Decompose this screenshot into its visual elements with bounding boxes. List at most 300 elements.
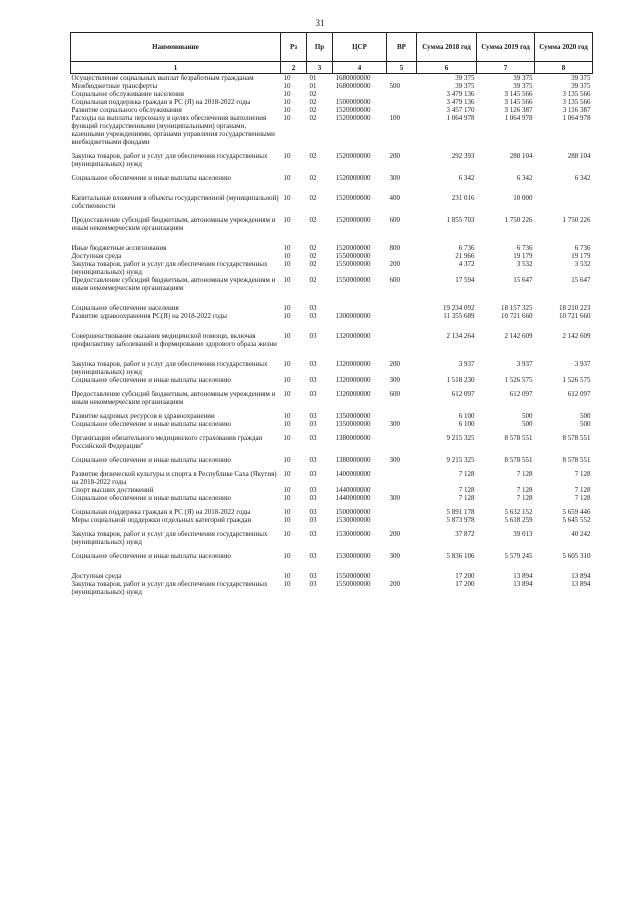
row-sum-2020: 1 526 575 xyxy=(562,376,591,384)
row-pr: 03 xyxy=(309,516,317,524)
row-vr: 300 xyxy=(389,174,400,182)
row-sum-2020: 3 116 387 xyxy=(562,106,591,114)
row-vr: 300 xyxy=(389,376,400,384)
row-sum-2020: 3 135 566 xyxy=(562,98,591,106)
row-rz: 10 xyxy=(283,216,291,224)
row-sum-2018: 1 855 703 xyxy=(446,216,475,224)
table-row xyxy=(71,502,593,516)
row-sum-2019: 15 647 xyxy=(513,276,533,284)
row-rz: 10 xyxy=(283,332,291,340)
table-row xyxy=(71,348,593,376)
row-vr: 300 xyxy=(389,456,400,464)
row-vr: 300 xyxy=(389,494,400,502)
row-name: Закупка товаров, работ и услуг для обеспечения государственных (муниципальных) нужд xyxy=(71,360,268,376)
row-sum-2018: 17 594 xyxy=(455,276,475,284)
row-rz: 10 xyxy=(283,572,291,580)
row-vr xyxy=(387,464,417,486)
row-sum-2018: 3 457 170 xyxy=(446,106,475,114)
table-row xyxy=(71,82,593,90)
row-rz: 10 xyxy=(283,114,291,122)
row-rz: 10 xyxy=(283,508,291,516)
row-sum-2020: 6 342 xyxy=(574,174,591,182)
page-number: 31 xyxy=(315,18,325,28)
row-csr: 1520000000 xyxy=(335,174,371,182)
row-csr: 1550000000 xyxy=(335,276,371,284)
row-sum-2020: 6 736 xyxy=(574,244,591,252)
row-rz: 10 xyxy=(283,552,291,560)
row-csr: 1380000000 xyxy=(335,434,371,442)
row-rz: 10 xyxy=(283,106,291,114)
row-sum-2020: 8 578 551 xyxy=(562,434,591,442)
table-row xyxy=(71,98,593,106)
column-number: 1 xyxy=(71,62,281,74)
row-csr: 1530000000 xyxy=(335,552,371,560)
row-sum-2020: 7 128 xyxy=(574,470,591,478)
row-sum-2018: 1 064 978 xyxy=(446,114,475,122)
row-pr: 03 xyxy=(309,376,317,384)
row-rz: 10 xyxy=(283,260,291,268)
row-name: Развитие социального обслуживания xyxy=(71,106,182,114)
row-sum-2020: 5 645 552 xyxy=(562,516,591,524)
row-name: Организация обязательного медицинского страхования граждан Российской Федерации" xyxy=(71,434,263,450)
row-pr: 02 xyxy=(309,114,317,122)
row-pr: 02 xyxy=(309,276,317,284)
table-row xyxy=(71,420,593,428)
row-vr: 600 xyxy=(389,216,400,224)
row-pr: 03 xyxy=(309,486,317,494)
row-pr: 02 xyxy=(309,106,317,114)
row-csr: 1530000000 xyxy=(335,530,371,538)
row-sum-2020: 500 xyxy=(580,412,591,420)
row-sum-2019: 3 145 566 xyxy=(504,98,533,106)
row-csr: 1520000000 xyxy=(335,194,371,202)
table-row xyxy=(71,182,593,210)
row-vr: 300 xyxy=(389,552,400,560)
row-csr: 1550000000 xyxy=(335,572,371,580)
row-sum-2019: 8 578 551 xyxy=(504,434,533,442)
row-csr: 1520000000 xyxy=(335,244,371,252)
header-pr: Пр xyxy=(307,33,333,62)
header-sum-2020: Сумма 2020 год xyxy=(535,33,593,62)
row-csr: 1550000000 xyxy=(335,260,371,268)
row-rz: 10 xyxy=(283,530,291,538)
row-pr: 03 xyxy=(309,360,317,368)
row-rz: 10 xyxy=(283,252,291,260)
row-sum-2019: 500 xyxy=(522,420,533,428)
row-name: Закупка товаров, работ и услуг для обеспечения государственных (муниципальных) нужд xyxy=(71,530,268,546)
column-number: 2 xyxy=(281,62,307,74)
row-sum-2019: 3 937 xyxy=(516,360,533,368)
row-rz: 10 xyxy=(283,412,291,420)
row-vr: 200 xyxy=(389,152,400,160)
row-sum-2019: 5 579 245 xyxy=(504,552,533,560)
row-sum-2018: 19 234 092 xyxy=(443,304,475,312)
row-vr xyxy=(387,560,417,580)
row-vr: 200 xyxy=(389,360,400,368)
row-vr xyxy=(387,74,417,83)
row-rz: 10 xyxy=(283,90,291,98)
row-name: Меры социальной поддержки отдельных категорий граждан xyxy=(71,516,252,524)
row-name: Иные бюджетные ассигнования xyxy=(71,244,167,252)
table-row xyxy=(71,252,593,260)
row-pr: 02 xyxy=(309,244,317,252)
row-pr: 03 xyxy=(309,456,317,464)
row-sum-2019: 3 145 566 xyxy=(504,90,533,98)
row-csr xyxy=(333,90,387,98)
column-number: 3 xyxy=(307,62,333,74)
table-row xyxy=(71,450,593,464)
row-sum-2019: 5 632 152 xyxy=(504,508,533,516)
row-csr: 1520000000 xyxy=(335,152,371,160)
row-vr: 800 xyxy=(389,244,400,252)
row-sum-2020: 1 064 978 xyxy=(562,114,591,122)
row-sum-2020: 18 210 223 xyxy=(559,304,591,312)
row-csr: 1440000000 xyxy=(335,486,371,494)
row-rz: 10 xyxy=(283,276,291,284)
row-sum-2018: 6 342 xyxy=(458,174,475,182)
row-rz: 10 xyxy=(283,390,291,398)
row-sum-2018: 7 128 xyxy=(458,486,475,494)
row-csr: 1320000000 xyxy=(335,360,371,368)
row-vr xyxy=(387,486,417,494)
row-sum-2020: 15 647 xyxy=(571,276,591,284)
row-sum-2018: 5 836 106 xyxy=(446,552,475,560)
row-vr xyxy=(387,90,417,98)
row-sum-2019: 3 126 387 xyxy=(504,106,533,114)
row-sum-2020: 39 375 xyxy=(571,82,591,90)
table-row xyxy=(71,494,593,502)
row-pr: 03 xyxy=(309,332,317,340)
row-sum-2019: 6 736 xyxy=(516,244,533,252)
row-sum-2019: 5 618 259 xyxy=(504,516,533,524)
row-rz: 10 xyxy=(283,434,291,442)
row-sum-2019: 1 750 226 xyxy=(504,216,533,224)
row-pr: 02 xyxy=(309,260,317,268)
row-rz: 10 xyxy=(283,98,291,106)
row-csr: 1500000000 xyxy=(335,98,371,106)
row-csr: 1350000000 xyxy=(335,420,371,428)
table-row xyxy=(71,580,593,596)
row-name: Осуществление социальных выплат безработным гражданам xyxy=(71,74,254,82)
row-pr: 02 xyxy=(309,90,317,98)
row-sum-2020: 19 179 xyxy=(571,252,591,260)
row-name: Закупка товаров, работ и услуг для обеспечения государственных (муниципальных) нужд xyxy=(71,152,268,168)
row-name: Социальное обеспечение и иные выплаты населению xyxy=(71,552,231,560)
row-sum-2019: 7 128 xyxy=(516,470,533,478)
row-sum-2019: 612 097 xyxy=(509,390,533,398)
table-row xyxy=(71,560,593,580)
row-rz: 10 xyxy=(283,420,291,428)
column-number: 8 xyxy=(535,62,593,74)
row-sum-2019: 39 375 xyxy=(513,74,533,82)
row-name: Развитие кадровых ресурсов в здравоохранении xyxy=(71,412,215,420)
row-rz: 10 xyxy=(283,376,291,384)
table-row xyxy=(71,168,593,182)
table-row xyxy=(71,516,593,524)
row-sum-2018: 612 097 xyxy=(451,390,475,398)
row-sum-2018: 292 393 xyxy=(451,152,475,160)
table-row xyxy=(71,428,593,450)
row-vr: 200 xyxy=(389,580,400,588)
row-csr: 1440000000 xyxy=(335,494,371,502)
row-name: Социальное обеспечение и иные выплаты населению xyxy=(71,420,231,428)
row-sum-2018: 9 215 325 xyxy=(446,434,475,442)
row-csr: 1520000000 xyxy=(335,114,371,122)
row-vr: 600 xyxy=(389,390,400,398)
row-name: Доступная среда xyxy=(71,252,122,260)
row-sum-2020: 3 937 xyxy=(574,360,591,368)
table-row xyxy=(71,74,593,83)
row-pr: 03 xyxy=(309,552,317,560)
row-vr: 300 xyxy=(389,420,400,428)
row-sum-2020: 5 605 310 xyxy=(562,552,591,560)
row-sum-2018: 5 891 178 xyxy=(446,508,475,516)
table-row xyxy=(71,114,593,146)
row-sum-2018: 2 134 264 xyxy=(446,332,475,340)
row-rz: 10 xyxy=(283,470,291,478)
row-rz: 10 xyxy=(283,174,291,182)
row-name: Доступная среда xyxy=(71,572,122,580)
row-pr: 02 xyxy=(309,98,317,106)
row-sum-2018: 17 200 xyxy=(455,580,475,588)
row-pr: 03 xyxy=(309,304,317,312)
row-sum-2019: 500 xyxy=(522,412,533,420)
row-sum-2019: 7 128 xyxy=(516,486,533,494)
table-row xyxy=(71,376,593,384)
row-csr: 1300000000 xyxy=(335,312,371,320)
table-row xyxy=(71,486,593,494)
row-sum-2018: 7 128 xyxy=(458,494,475,502)
row-vr xyxy=(387,106,417,114)
row-pr: 03 xyxy=(309,530,317,538)
row-sum-2018: 6 100 xyxy=(458,420,475,428)
row-sum-2018: 5 873 978 xyxy=(446,516,475,524)
header-vr: ВР xyxy=(387,33,417,62)
row-sum-2020 xyxy=(535,182,593,210)
row-sum-2018: 3 937 xyxy=(458,360,475,368)
row-sum-2020: 3 532 xyxy=(574,260,591,268)
row-csr: 1520000000 xyxy=(335,216,371,224)
row-sum-2019: 8 578 551 xyxy=(504,456,533,464)
row-sum-2018: 7 128 xyxy=(458,470,475,478)
row-sum-2020: 5 659 446 xyxy=(562,508,591,516)
row-rz: 10 xyxy=(283,494,291,502)
row-csr: 1320000000 xyxy=(335,376,371,384)
row-pr: 03 xyxy=(309,390,317,398)
row-vr: 600 xyxy=(389,276,400,284)
row-rz: 10 xyxy=(283,456,291,464)
row-rz: 10 xyxy=(283,244,291,252)
row-pr: 03 xyxy=(309,494,317,502)
row-sum-2020: 40 242 xyxy=(571,530,591,538)
row-sum-2018: 11 355 689 xyxy=(443,312,475,320)
row-sum-2019: 7 128 xyxy=(516,494,533,502)
row-rz: 10 xyxy=(283,194,291,202)
row-sum-2019: 19 179 xyxy=(513,252,533,260)
row-pr: 03 xyxy=(309,412,317,420)
table-row xyxy=(71,312,593,320)
table-row xyxy=(71,320,593,348)
row-sum-2020: 7 128 xyxy=(574,494,591,502)
row-vr xyxy=(387,406,417,420)
row-pr: 03 xyxy=(309,434,317,442)
row-name: Спорт высших достижений xyxy=(71,486,154,494)
row-csr: 1350000000 xyxy=(335,412,371,420)
row-sum-2019: 2 142 609 xyxy=(504,332,533,340)
row-rz: 10 xyxy=(283,516,291,524)
row-sum-2018: 39 375 xyxy=(455,74,475,82)
row-vr xyxy=(387,516,417,524)
row-vr xyxy=(387,502,417,516)
row-sum-2018: 17 200 xyxy=(455,572,475,580)
row-csr: 1500000000 xyxy=(335,508,371,516)
header-csr: ЦСР xyxy=(333,33,387,62)
row-pr: 03 xyxy=(309,572,317,580)
row-rz: 10 xyxy=(283,304,291,312)
row-sum-2019: 39 375 xyxy=(513,82,533,90)
row-name: Предоставление субсидий бюджетным, автономным учреждениям и иным некоммерческим организациям xyxy=(71,390,276,406)
row-sum-2018: 3 479 136 xyxy=(446,90,475,98)
row-name: Межбюджетные трансферты xyxy=(71,82,158,90)
row-name: Совершенствование оказания медицинской помощи, включая профилактику заболеваний и формирование здорового образа жизни xyxy=(71,332,277,348)
row-sum-2018: 3 479 136 xyxy=(446,98,475,106)
column-number: 6 xyxy=(417,62,477,74)
header-name: Наименование xyxy=(71,33,281,62)
row-csr: 1520000000 xyxy=(335,106,371,114)
row-vr: 100 xyxy=(389,114,400,122)
row-sum-2020: 10 721 660 xyxy=(559,312,591,320)
table-row xyxy=(71,146,593,168)
row-vr xyxy=(387,312,417,320)
column-number: 5 xyxy=(387,62,417,74)
row-rz: 10 xyxy=(283,312,291,320)
row-pr: 03 xyxy=(309,470,317,478)
row-sum-2020: 500 xyxy=(580,420,591,428)
row-sum-2018: 21 966 xyxy=(455,252,475,260)
row-csr xyxy=(333,292,387,312)
table-row xyxy=(71,210,593,232)
row-sum-2020: 13 894 xyxy=(571,572,591,580)
header-sum-2019: Сумма 2019 год xyxy=(477,33,535,62)
row-name: Закупка товаров, работ и услуг для обеспечения государственных (муниципальных) нужд xyxy=(71,260,268,276)
row-name: Капитальные вложения в объекты государственной (муниципальной) собственности xyxy=(71,194,279,210)
row-sum-2019: 6 342 xyxy=(516,174,533,182)
table-row xyxy=(71,90,593,98)
row-name: Социальная поддержка граждан в РС (Я) на 2018-2022 годы xyxy=(71,98,251,106)
row-name: Социальное обеспечение и иные выплаты населению xyxy=(71,376,231,384)
row-pr: 02 xyxy=(309,252,317,260)
row-vr xyxy=(387,252,417,260)
row-pr: 03 xyxy=(309,420,317,428)
table-row xyxy=(71,524,593,546)
table-row xyxy=(71,260,593,276)
row-csr: 1550000000 xyxy=(335,580,371,588)
row-vr: 200 xyxy=(389,260,400,268)
row-sum-2019: 10 000 xyxy=(513,194,533,202)
row-sum-2018: 4 372 xyxy=(458,260,475,268)
table-row xyxy=(71,384,593,406)
row-sum-2020: 288 104 xyxy=(567,152,591,160)
row-sum-2018: 39 375 xyxy=(455,82,475,90)
row-name: Социальное обеспечение и иные выплаты населению xyxy=(71,174,231,182)
table-row xyxy=(71,464,593,486)
table-row xyxy=(71,406,593,420)
row-sum-2020: 39 375 xyxy=(571,74,591,82)
header-sum-2018: Сумма 2018 год xyxy=(417,33,477,62)
row-sum-2019: 288 104 xyxy=(509,152,533,160)
budget-table xyxy=(70,32,593,596)
row-pr: 03 xyxy=(309,580,317,588)
row-sum-2018: 6 736 xyxy=(458,244,475,252)
row-sum-2020: 1 750 226 xyxy=(562,216,591,224)
row-name: Расходы на выплаты персоналу в целях обеспечения выполнения функций государственными (муниципальными) органами, казенными учреждениями, органами управления государственными внебюджетными фондами xyxy=(71,114,275,146)
column-number: 7 xyxy=(477,62,535,74)
row-sum-2020: 7 128 xyxy=(574,486,591,494)
row-sum-2019: 1 526 575 xyxy=(504,376,533,384)
row-sum-2018: 9 215 325 xyxy=(446,456,475,464)
row-csr: 1320000000 xyxy=(335,332,371,340)
row-vr xyxy=(387,292,417,312)
row-sum-2020: 612 097 xyxy=(567,390,591,398)
row-csr: 1680000000 xyxy=(335,74,371,82)
row-pr: 01 xyxy=(309,82,317,90)
row-sum-2018: 6 100 xyxy=(458,412,475,420)
header-rz: Рз xyxy=(281,33,307,62)
table-row xyxy=(71,106,593,114)
row-sum-2020: 13 894 xyxy=(571,580,591,588)
budget-table-body xyxy=(71,74,593,597)
row-sum-2019: 1 064 978 xyxy=(504,114,533,122)
row-rz: 10 xyxy=(283,486,291,494)
row-pr: 02 xyxy=(309,216,317,224)
row-name: Развитие физической культуры и спорта в Республике Саха (Якутия) на 2018-2022 годы xyxy=(71,470,277,486)
row-rz: 10 xyxy=(283,74,291,82)
row-vr xyxy=(387,98,417,106)
row-sum-2019: 3 532 xyxy=(516,260,533,268)
row-csr: 1680000000 xyxy=(335,82,371,90)
row-name: Предоставление субсидий бюджетным, автономным учреждениям и иным некоммерческим организациям xyxy=(71,216,276,232)
row-vr xyxy=(387,428,417,450)
row-csr: 1530000000 xyxy=(335,516,371,524)
row-name: Предоставление субсидий бюджетным, автономным учреждениям и иным некоммерческим организациям xyxy=(71,276,276,292)
row-rz: 10 xyxy=(283,360,291,368)
row-csr: 1380000000 xyxy=(335,456,371,464)
row-name: Социальное обеспечение и иные выплаты населению xyxy=(71,456,231,464)
row-sum-2019: 13 894 xyxy=(513,580,533,588)
column-number: 4 xyxy=(333,62,387,74)
row-sum-2018: 231 016 xyxy=(451,194,475,202)
row-name: Социальное обеспечение населения xyxy=(71,304,179,312)
row-name: Закупка товаров, работ и услуг для обеспечения государственных (муниципальных) нужд xyxy=(71,580,268,596)
row-vr: 400 xyxy=(389,194,400,202)
row-csr: 1320000000 xyxy=(335,390,371,398)
table-row xyxy=(71,232,593,252)
row-csr: 1400000000 xyxy=(335,470,371,478)
row-pr: 03 xyxy=(309,312,317,320)
row-name: Развитие здравоохранения РС(Я) на 2018-2022 годы xyxy=(71,312,227,320)
row-sum-2018: 37 872 xyxy=(455,530,475,538)
row-vr xyxy=(387,320,417,348)
row-pr: 03 xyxy=(309,508,317,516)
row-sum-2019: 10 721 660 xyxy=(501,312,533,320)
row-csr: 1550000000 xyxy=(335,252,371,260)
table-row xyxy=(71,546,593,560)
row-name: Социальное обеспечение и иные выплаты населению xyxy=(71,494,231,502)
row-sum-2018: 1 518 230 xyxy=(446,376,475,384)
table-row xyxy=(71,292,593,312)
table-row xyxy=(71,276,593,292)
row-rz: 10 xyxy=(283,152,291,160)
